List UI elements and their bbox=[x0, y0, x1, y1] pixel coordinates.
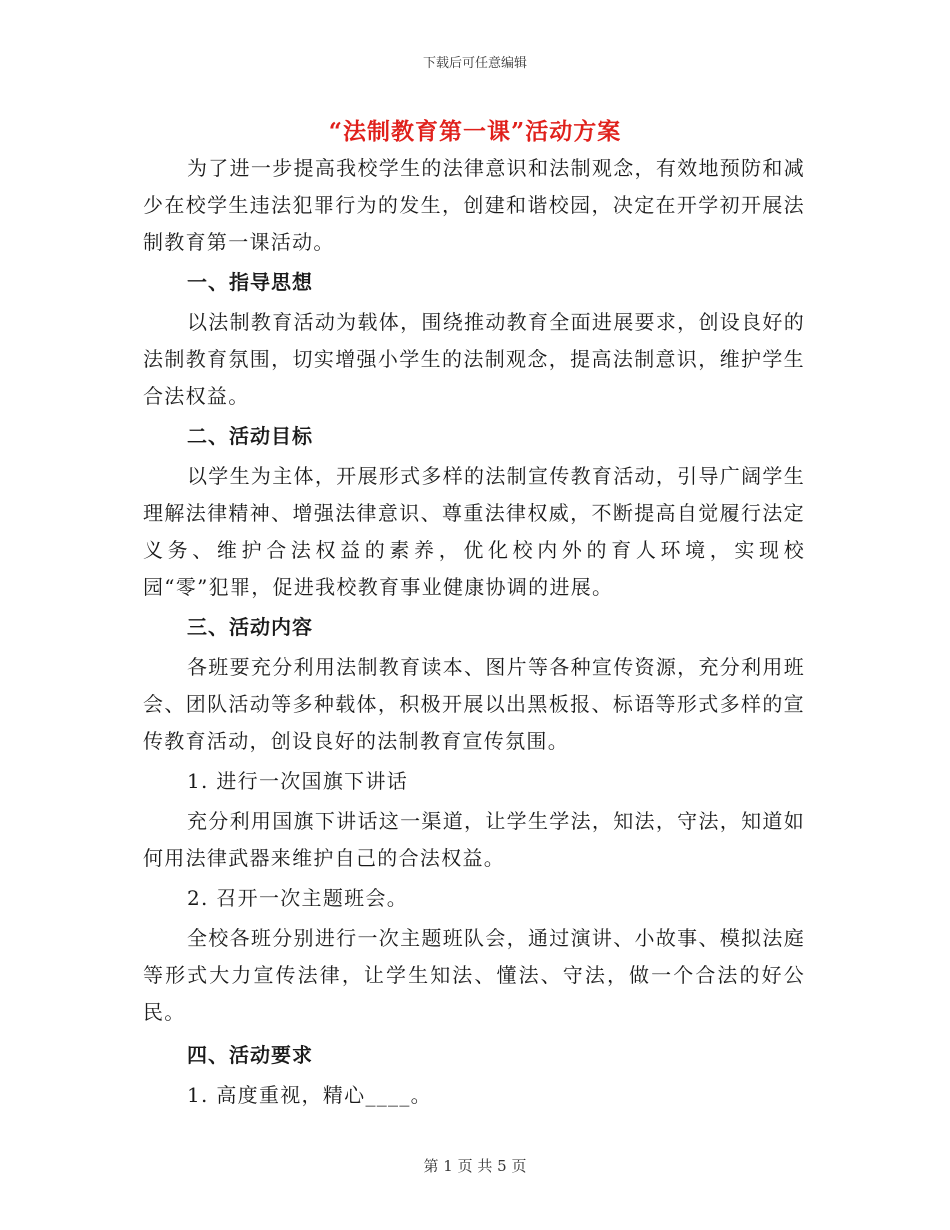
content-item-1-body: 充分利用国旗下讲话这一渠道，让学生学法，知法，守法，知道如何用法律武器来维护自己的合法权益。 bbox=[143, 809, 805, 870]
content-item-1-title: 1. 进行一次国旗下讲话 bbox=[187, 769, 409, 793]
page-header-note: 下载后可任意编辑 bbox=[422, 56, 527, 71]
section-body-guiding-thought: 以法制教育活动为载体，围绕推动教育全面进展要求，创设良好的法制教育氛围，切实增强小学生的法制观念，提高法制意识，维护学生合法权益。 bbox=[143, 310, 805, 408]
section-heading-goals: 二、活动目标 bbox=[187, 424, 313, 448]
content-item-2-title: 2. 召开一次主题班会。 bbox=[187, 886, 409, 910]
document-title: “法制教育第一课”活动方案 bbox=[328, 118, 622, 145]
requirements-item-1: 1. 高度重视，精心____。 bbox=[187, 1083, 432, 1107]
page-number-footer: 第 1 页 共 5 页 bbox=[423, 1157, 527, 1175]
section-heading-requirements: 四、活动要求 bbox=[187, 1043, 313, 1067]
document-body bbox=[143, 150, 805, 1114]
section-body-goals: 以学生为主体，开展形式多样的法制宣传教育活动，引导广阔学生理解法律精神、增强法律意识、尊重法律权威，不断提高自觉履行法定义务、维护合法权益的素养，优化校内外的育人环境，实现校园“零”犯罪，促进我校教育事业健康协调的进展。 bbox=[143, 464, 805, 599]
content-item-2-body: 全校各班分别进行一次主题班队会，通过演讲、小故事、模拟法庭等形式大力宣传法律，让学生知法、懂法、守法，做一个合法的好公民。 bbox=[143, 926, 805, 1024]
section-heading-content: 三、活动内容 bbox=[187, 615, 313, 639]
section-body-content: 各班要充分利用法制教育读本、图片等各种宣传资源，充分利用班会、团队活动等多种载体，积极开展以出黑板报、标语等形式多样的宣传教育活动，创设良好的法制教育宣传氛围。 bbox=[143, 655, 805, 753]
section-heading-guiding-thought: 一、指导思想 bbox=[187, 270, 313, 294]
intro-paragraph: 为了进一步提高我校学生的法律意识和法制观念，有效地预防和减少在校学生违法犯罪行为的发生，创建和谐校园，决定在开学初开展法制教育第一课活动。 bbox=[143, 156, 805, 254]
